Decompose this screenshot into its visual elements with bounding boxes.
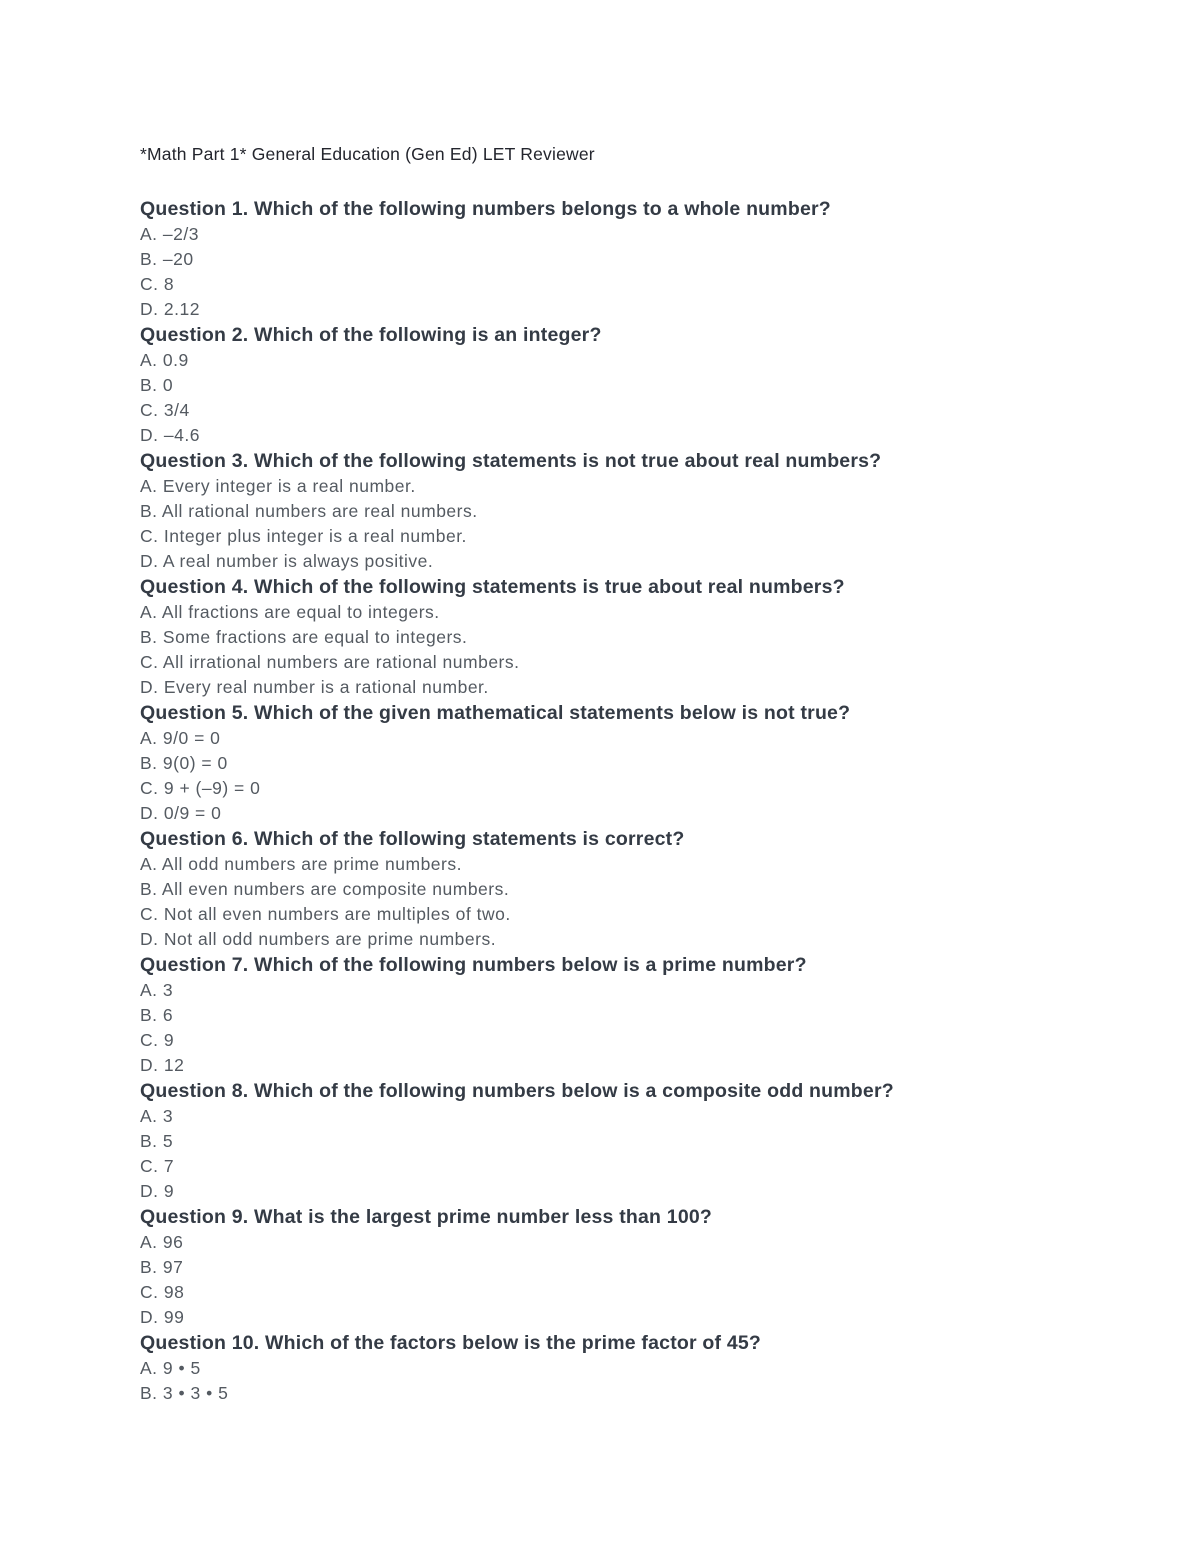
answer-option: D. 0/9 = 0 <box>140 803 222 823</box>
question-block <box>140 1078 1110 1204</box>
answer-option: B. 0 <box>140 375 174 395</box>
question-heading: Question 2. Which of the following is an integer? <box>140 324 602 346</box>
question-heading: Question 3. Which of the following statements is not true about real numbers? <box>140 450 882 472</box>
document-title: *Math Part 1* General Education (Gen Ed) LET Reviewer <box>140 144 595 164</box>
question-block <box>140 322 1110 448</box>
answer-option: A. Every integer is a real number. <box>140 476 416 496</box>
question-heading: Question 7. Which of the following numbers below is a prime number? <box>140 954 807 976</box>
answer-option: B. 6 <box>140 1005 174 1025</box>
question-heading: Question 1. Which of the following numbers belongs to a whole number? <box>140 198 831 220</box>
answer-option: A. 9 • 5 <box>140 1358 201 1378</box>
question-block <box>140 1204 1110 1330</box>
answer-option: B. Some fractions are equal to integers. <box>140 627 468 647</box>
question-options <box>140 1104 1110 1204</box>
question-options <box>140 978 1110 1078</box>
answer-option: C. All irrational numbers are rational numbers. <box>140 652 520 672</box>
questions-list <box>140 196 1110 1406</box>
answer-option: B. 5 <box>140 1131 174 1151</box>
answer-option: B. –20 <box>140 249 194 269</box>
answer-option: C. 9 <box>140 1030 175 1050</box>
question-block <box>140 574 1110 700</box>
answer-option: A. All odd numbers are prime numbers. <box>140 854 462 874</box>
answer-option: C. 9 + (–9) = 0 <box>140 778 261 798</box>
answer-option: C. 7 <box>140 1156 175 1176</box>
answer-option: D. 12 <box>140 1055 185 1075</box>
question-block <box>140 1330 1110 1406</box>
question-block <box>140 826 1110 952</box>
question-block <box>140 196 1110 322</box>
answer-option: C. 98 <box>140 1282 185 1302</box>
question-block <box>140 700 1110 826</box>
answer-option: A. 96 <box>140 1232 184 1252</box>
question-options <box>140 600 1110 700</box>
answer-option: D. –4.6 <box>140 425 200 445</box>
question-options <box>140 222 1110 322</box>
answer-option: B. All rational numbers are real numbers. <box>140 501 478 521</box>
answer-option: D. 99 <box>140 1307 185 1327</box>
answer-option: D. 9 <box>140 1181 175 1201</box>
question-heading: Question 8. Which of the following numbers below is a composite odd number? <box>140 1080 894 1102</box>
answer-option: C. 8 <box>140 274 175 294</box>
question-options <box>140 726 1110 826</box>
question-options <box>140 348 1110 448</box>
question-heading: Question 6. Which of the following statements is correct? <box>140 828 685 850</box>
answer-option: B. 3 • 3 • 5 <box>140 1383 229 1403</box>
question-heading: Question 9. What is the largest prime number less than 100? <box>140 1206 713 1228</box>
answer-option: C. Integer plus integer is a real number. <box>140 526 467 546</box>
answer-option: A. 3 <box>140 980 174 1000</box>
question-options <box>140 1230 1110 1330</box>
answer-option: D. 2.12 <box>140 299 200 319</box>
answer-option: D. Not all odd numbers are prime numbers. <box>140 929 497 949</box>
question-heading: Question 4. Which of the following statements is true about real numbers? <box>140 576 845 598</box>
question-options <box>140 1356 1110 1406</box>
answer-option: C. 3/4 <box>140 400 190 420</box>
question-heading: Question 5. Which of the given mathematical statements below is not true? <box>140 702 851 724</box>
question-block <box>140 952 1110 1078</box>
answer-option: B. 97 <box>140 1257 184 1277</box>
question-options <box>140 852 1110 952</box>
answer-option: A. All fractions are equal to integers. <box>140 602 440 622</box>
answer-option: A. 9/0 = 0 <box>140 728 221 748</box>
answer-option: A. 0.9 <box>140 350 189 370</box>
answer-option: D. A real number is always positive. <box>140 551 434 571</box>
question-heading: Question 10. Which of the factors below is the prime factor of 45? <box>140 1332 762 1354</box>
answer-option: B. All even numbers are composite numbers. <box>140 879 510 899</box>
question-block <box>140 448 1110 574</box>
answer-option: B. 9(0) = 0 <box>140 753 228 773</box>
answer-option: C. Not all even numbers are multiples of two. <box>140 904 511 924</box>
answer-option: D. Every real number is a rational number. <box>140 677 489 697</box>
question-options <box>140 474 1110 574</box>
answer-option: A. –2/3 <box>140 224 199 244</box>
answer-option: A. 3 <box>140 1106 174 1126</box>
